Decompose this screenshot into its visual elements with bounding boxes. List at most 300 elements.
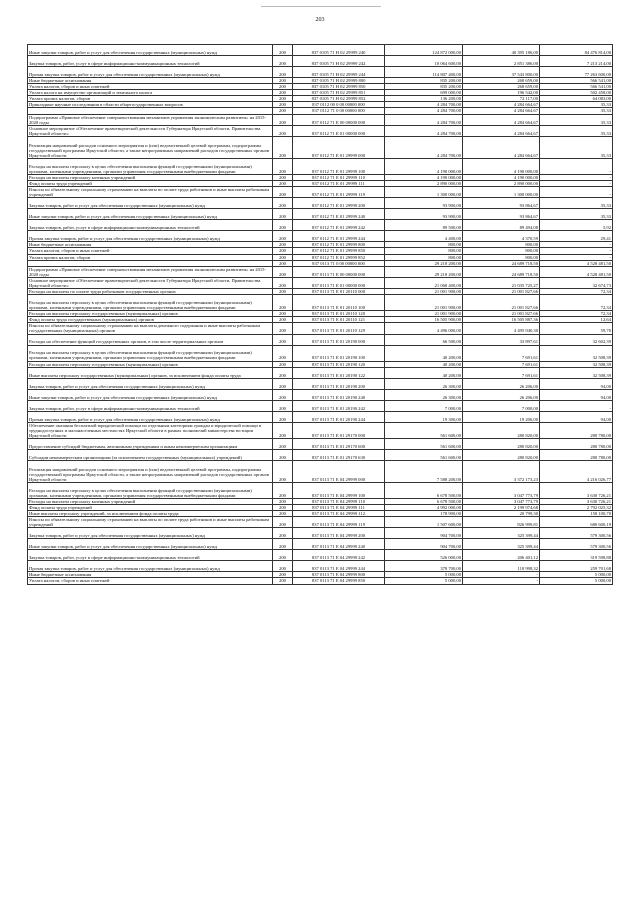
row-classification-code: 837 0113 71 Е 01 29170 630 — [293, 449, 385, 460]
row-description: Закупка товаров, работ и услуг для обеспечения государственных (муниципальных) нужд — [28, 528, 273, 539]
table-row — [28, 400, 613, 411]
row-description: Предоставление субсидий бюджетным, автономным учреждениям и иным некоммерческим организациям — [28, 438, 273, 449]
table-row — [28, 438, 613, 449]
row-classification-code: 837 0112 71 0 00 00000 000 — [293, 108, 385, 114]
row-description: Расходы на выплаты персоналу в целях обеспечения выполнения функций государственными (муниципальными) органами, казенными учреждениями, органами управления государственными внебюджетными фондами — [28, 158, 273, 174]
table-row — [28, 45, 613, 56]
row-approved-amount: 4 992 000,00 — [385, 505, 463, 511]
row-executed-amount: 21 001 827,66 — [463, 311, 540, 317]
row-classification-code: 837 0113 71 Е 01 20110 100 — [293, 295, 385, 311]
row-unexecuted-amount: 5 000,00 — [540, 578, 613, 584]
row-line-code: 200 — [273, 231, 293, 242]
row-line-code: 200 — [273, 550, 293, 561]
row-unexecuted-amount: 280 780,00 — [540, 438, 613, 449]
row-description: Реализация направлений расходов основного мероприятия и (или) ведомственной целевой программы, подпрограммы государственной программы Иркутской области, а также непрограммных направлений расходов государственных органов Иркутской области — [28, 136, 273, 158]
table-row — [28, 550, 613, 561]
table-row — [28, 102, 613, 108]
row-unexecuted-amount: 4 528 481,50 — [540, 260, 613, 266]
row-executed-amount: 72 117,00 — [463, 96, 540, 102]
row-unexecuted-amount: 29,41 — [540, 231, 613, 242]
row-classification-code: 837 0105 71 Н 02 29999 800 — [293, 78, 385, 84]
row-approved-amount: 800,00 — [385, 254, 463, 260]
row-description: Обеспечение оказания бесплатной юридической помощи по отдельным категориям граждан и юридической помощи в труднодоступных и малонаселенных местностях Иркутской области в рамках полномочий министерства юстиции Иркутской области — [28, 422, 273, 438]
row-description: Фонд оплаты труда учреждений — [28, 181, 273, 187]
row-approved-amount: 7 000,00 — [385, 400, 463, 411]
row-approved-amount: 7 588 200,00 — [385, 460, 463, 482]
row-line-code: 200 — [273, 482, 293, 498]
row-classification-code: 837 0113 71 Е 01 20110 120 — [293, 311, 385, 317]
row-description: Основное мероприятие «Обеспечение правотворческой деятельности Губернатора Иркутской области, Правительства Иркутской области» — [28, 277, 273, 288]
row-description: Подпрограмма «Правовое обеспечение совершенствования механизмов управления экономическим развитием» на 2015-2020 годы — [28, 114, 273, 125]
row-executed-amount: 21 001 827,66 — [463, 295, 540, 311]
table-row — [28, 460, 613, 482]
row-approved-amount: 66 500,00 — [385, 334, 463, 345]
row-executed-amount: 7 691,61 — [463, 367, 540, 378]
row-executed-amount: 800,00 — [463, 242, 540, 248]
row-classification-code: 837 0113 71 Е 01 20110 121 — [293, 317, 385, 323]
row-unexecuted-amount: 35,33 — [540, 102, 613, 108]
row-unexecuted-amount: 35,33 — [540, 125, 613, 136]
row-classification-code: 837 0112 71 Е 01 29999 111 — [293, 181, 385, 187]
row-approved-amount: 1 507 600,00 — [385, 517, 463, 528]
row-approved-amount: 800,00 — [385, 242, 463, 248]
table-row — [28, 220, 613, 231]
row-line-code: 200 — [273, 505, 293, 511]
row-approved-amount: 4 190 000,00 — [385, 158, 463, 174]
row-unexecuted-amount: 579 300,56 — [540, 528, 613, 539]
row-executed-amount: - — [463, 578, 540, 584]
row-executed-amount: 1 300 000,00 — [463, 187, 540, 198]
row-approved-amount: 40 200,00 — [385, 367, 463, 378]
row-approved-amount: 26 300,00 — [385, 378, 463, 389]
table-body — [28, 45, 613, 585]
table-row — [28, 361, 613, 367]
row-unexecuted-amount: 59,70 — [540, 323, 613, 334]
row-description: Уплата прочих налогов, сборов — [28, 254, 273, 260]
row-classification-code: 837 0112 71 Е 01 29999 850 — [293, 248, 385, 254]
row-description: Иные выплаты персоналу государственных (муниципальных) органов, за исключением фонда оплаты труда — [28, 367, 273, 378]
row-line-code: 200 — [273, 511, 293, 517]
row-unexecuted-amount: 35,33 — [540, 136, 613, 158]
row-executed-amount: 4 284 664,67 — [463, 108, 540, 114]
row-executed-amount: 4 284 664,67 — [463, 102, 540, 108]
row-approved-amount: 4 190 000,00 — [385, 174, 463, 180]
row-classification-code: 837 0113 71 0 00 00000 000 — [293, 260, 385, 266]
row-executed-amount: 4 284 664,67 — [463, 136, 540, 158]
row-classification-code: 837 0113 71 Е 01 29170 600 — [293, 438, 385, 449]
row-unexecuted-amount: 32 674,73 — [540, 277, 613, 288]
row-unexecuted-amount: 72,34 — [540, 289, 613, 295]
row-executed-amount: 7 000,00 — [463, 400, 540, 411]
row-unexecuted-amount: 3 630 726,21 — [540, 482, 613, 498]
row-classification-code: 837 0113 71 Е 00 00000 000 — [293, 266, 385, 277]
row-executed-amount: 4 495 940,30 — [463, 323, 540, 334]
row-unexecuted-amount: - — [540, 174, 613, 180]
row-approved-amount: 89 500,00 — [385, 220, 463, 231]
row-description: Расходы на выплаты персоналу государственных (муниципальных) органов — [28, 311, 273, 317]
row-unexecuted-amount: 12,64 — [540, 317, 613, 323]
table-row — [28, 198, 613, 209]
row-unexecuted-amount: 158 100,70 — [540, 511, 613, 517]
row-line-code: 200 — [273, 181, 293, 187]
row-description: Расходы на выплаты персоналу в целях обеспечения выполнения функций государственными (муниципальными) органами, казенными учреждениями, органами управления государственными внебюджетными фондами — [28, 482, 273, 498]
row-line-code: 200 — [273, 220, 293, 231]
row-line-code: 200 — [273, 411, 293, 422]
row-approved-amount: 1 300 000,00 — [385, 187, 463, 198]
row-line-code: 200 — [273, 209, 293, 220]
row-description: Расходы на выплаты персоналу в целях обеспечения выполнения функций государственными (муниципальными) органами, казенными учреждениями, органами управления государственными внебюджетными фондами — [28, 345, 273, 361]
table-row — [28, 114, 613, 125]
row-executed-amount: 16 505 887,36 — [463, 317, 540, 323]
row-line-code: 200 — [273, 260, 293, 266]
row-approved-amount: 29 218 200,00 — [385, 266, 463, 277]
row-approved-amount: 835 200,00 — [385, 84, 463, 90]
row-description: Закупка товаров, работ, услуг в сфере информационно-коммуникационных технологий — [28, 56, 273, 67]
row-classification-code: 837 0113 71 Е 01 20190 122 — [293, 367, 385, 378]
row-classification-code: 837 0113 71 Е 01 20190 200 — [293, 378, 385, 389]
row-classification-code: 837 0105 71 Н 02 29999 242 — [293, 56, 385, 67]
table-row — [28, 266, 613, 277]
row-classification-code: 837 0113 71 Е 01 20190 240 — [293, 389, 385, 400]
row-approved-amount: 561 600,00 — [385, 449, 463, 460]
row-approved-amount: 4 284 700,00 — [385, 108, 463, 114]
row-executed-amount: 4 284 664,67 — [463, 114, 540, 125]
row-description: Иные выплаты персоналу учреждений, за исключением фонда оплаты труда — [28, 511, 273, 517]
row-unexecuted-amount: 259 701,68 — [540, 561, 613, 572]
row-classification-code: 837 0113 71 Е 01 00000 000 — [293, 277, 385, 288]
row-executed-amount: 4 284 664,67 — [463, 125, 540, 136]
row-executed-amount: 2 890 000,00 — [463, 181, 540, 187]
row-executed-amount: 93 864,67 — [463, 209, 540, 220]
table-row — [28, 411, 613, 422]
row-classification-code: 837 0112 71 Е 01 29999 852 — [293, 254, 385, 260]
table-row — [28, 378, 613, 389]
row-classification-code: 837 0105 71 Н 02 29999 244 — [293, 67, 385, 78]
row-classification-code: 837 0113 71 Е 01 20110 129 — [293, 323, 385, 334]
row-unexecuted-amount: 566 541,00 — [540, 78, 613, 84]
row-description: Закупка товаров, работ, услуг в сфере информационно-коммуникационных технологий — [28, 550, 273, 561]
row-description: Закупка товаров, работ и услуг для обеспечения государственных (муниципальных) нужд — [28, 198, 273, 209]
row-unexecuted-amount: - — [540, 187, 613, 198]
row-executed-amount: 21 001 827,66 — [463, 289, 540, 295]
row-classification-code: 837 0112 71 Е 01 00000 000 — [293, 125, 385, 136]
row-line-code: 200 — [273, 254, 293, 260]
row-classification-code: 837 0113 71 Е 01 20190 100 — [293, 345, 385, 361]
row-classification-code: 837 0113 71 Е 01 20110 000 — [293, 289, 385, 295]
row-description: Фонд оплаты труда государственных (муниципальных) органов — [28, 317, 273, 323]
scan-artifact-line — [261, 6, 381, 7]
row-description: Прочая закупка товаров, работ и услуг для обеспечения государственных (муниципальных) нужд — [28, 231, 273, 242]
row-approved-amount: 800,00 — [385, 248, 463, 254]
row-description: Прочая закупка товаров, работ и услуг для обеспечения государственных (муниципальных) нужд — [28, 561, 273, 572]
row-classification-code: 837 0112 71 Е 00 00000 000 — [293, 114, 385, 125]
row-classification-code: 837 0113 71 Е 04 29999 100 — [293, 482, 385, 498]
row-executed-amount: 2 199 974,68 — [463, 505, 540, 511]
row-unexecuted-amount: - — [540, 181, 613, 187]
row-line-code: 200 — [273, 136, 293, 158]
row-unexecuted-amount: 280 780,00 — [540, 449, 613, 460]
row-executed-amount: 800,00 — [463, 248, 540, 254]
row-description: Расходы на выплаты персоналу в целях обеспечения выполнения функций государственными (муниципальными) органами, казенными учреждениями, органами управления государственными внебюджетными фондами — [28, 295, 273, 311]
table-row — [28, 539, 613, 550]
table-row — [28, 56, 613, 67]
row-classification-code: 837 0112 71 Е 01 29999 244 — [293, 231, 385, 242]
table-row — [28, 449, 613, 460]
row-classification-code: 837 0112 71 Е 01 29999 242 — [293, 220, 385, 231]
row-unexecuted-amount: 579 300,56 — [540, 539, 613, 550]
row-executed-amount: 280 820,00 — [463, 449, 540, 460]
row-approved-amount: 4 496 000,00 — [385, 323, 463, 334]
row-line-code: 200 — [273, 345, 293, 361]
row-executed-amount: 33 897,61 — [463, 334, 540, 345]
row-line-code: 200 — [273, 45, 293, 56]
row-description: Уплата налогов, сборов и иных платежей — [28, 248, 273, 254]
row-line-code: 200 — [273, 108, 293, 114]
row-classification-code: 837 0113 71 Е 01 20190 242 — [293, 400, 385, 411]
row-executed-amount: 7 691,61 — [463, 361, 540, 367]
row-approved-amount: 4 400,00 — [385, 231, 463, 242]
row-line-code: 200 — [273, 460, 293, 482]
row-executed-amount: 268 659,00 — [463, 84, 540, 90]
table-row — [28, 517, 613, 528]
row-classification-code: 837 0113 71 Е 04 29999 119 — [293, 517, 385, 528]
row-approved-amount: 4 284 700,00 — [385, 102, 463, 108]
row-description: Прочая закупка товаров, работ и услуг для обеспечения государственных (муниципальных) нужд — [28, 411, 273, 422]
row-classification-code: 837 0112 71 Е 01 29999 800 — [293, 242, 385, 248]
row-line-code: 200 — [273, 158, 293, 174]
row-executed-amount: - — [463, 572, 540, 578]
row-executed-amount: 93 864,67 — [463, 198, 540, 209]
row-unexecuted-amount: 7 213 214,00 — [540, 56, 613, 67]
row-executed-amount: 89 494,08 — [463, 220, 540, 231]
row-unexecuted-amount: 64 083,00 — [540, 96, 613, 102]
row-classification-code: 837 0105 71 Н 02 29999 240 — [293, 45, 385, 56]
row-approved-amount: 40 200,00 — [385, 345, 463, 361]
table-row — [28, 231, 613, 242]
row-line-code: 200 — [273, 67, 293, 78]
row-classification-code: 837 0112 00 0 00 00000 000 — [293, 102, 385, 108]
row-classification-code: 837 0113 71 Е 04 29999 112 — [293, 511, 385, 517]
row-description: Фонд оплаты труда учреждений — [28, 505, 273, 511]
table-row — [28, 295, 613, 311]
row-line-code: 200 — [273, 561, 293, 572]
row-approved-amount: 40 200,00 — [385, 361, 463, 367]
row-approved-amount: 2 890 000,00 — [385, 181, 463, 187]
row-line-code: 200 — [273, 56, 293, 67]
row-approved-amount: 561 600,00 — [385, 422, 463, 438]
row-executed-amount: 826 999,81 — [463, 517, 540, 528]
table-row — [28, 561, 613, 572]
row-unexecuted-amount: 502 458,00 — [540, 90, 613, 96]
row-executed-amount: 800,00 — [463, 254, 540, 260]
row-unexecuted-amount: 72,34 — [540, 311, 613, 317]
row-description: Прочая закупка товаров, работ и услуг для обеспечения государственных (муниципальных) нужд — [28, 67, 273, 78]
row-line-code: 200 — [273, 248, 293, 254]
row-executed-amount: 20 799,30 — [463, 511, 540, 517]
row-unexecuted-amount: 319 598,88 — [540, 550, 613, 561]
row-description: Иные закупки товаров, работ и услуг для обеспечения государственных (муниципальных) нужд — [28, 209, 273, 220]
table-row — [28, 187, 613, 198]
row-executed-amount: 3 047 773,79 — [463, 498, 540, 504]
row-description: Иные бюджетные ассигнования — [28, 78, 273, 84]
row-executed-amount: 21 035 725,27 — [463, 277, 540, 288]
row-executed-amount: 280 820,00 — [463, 438, 540, 449]
row-approved-amount: 19 300,00 — [385, 411, 463, 422]
table-row — [28, 158, 613, 174]
row-classification-code: 837 0112 71 Е 01 29999 000 — [293, 136, 385, 158]
row-unexecuted-amount: 32 602,39 — [540, 334, 613, 345]
row-unexecuted-amount: 280 780,00 — [540, 422, 613, 438]
table-row — [28, 528, 613, 539]
row-unexecuted-amount: 4 216 026,77 — [540, 460, 613, 482]
row-description: Уплата налога на имущество организаций и земельного налога — [28, 90, 273, 96]
row-unexecuted-amount: 680 600,19 — [540, 517, 613, 528]
table-row — [28, 367, 613, 378]
row-line-code: 200 — [273, 498, 293, 504]
row-unexecuted-amount: 5,92 — [540, 220, 613, 231]
row-classification-code: 837 0112 71 Е 01 29999 110 — [293, 174, 385, 180]
row-classification-code: 837 0113 71 Е 04 29999 242 — [293, 550, 385, 561]
table-row — [28, 289, 613, 295]
row-description: Основное мероприятие «Обеспечение правотворческой деятельности Губернатора Иркутской области, Правительства Иркутской области» — [28, 125, 273, 136]
table-row — [28, 136, 613, 158]
row-classification-code: 837 0112 71 Е 01 29999 240 — [293, 209, 385, 220]
row-classification-code: 837 0113 71 Е 04 29999 200 — [293, 528, 385, 539]
row-executed-amount: 4 190 000,00 — [463, 174, 540, 180]
row-description: Взносы по обязательному социальному страхованию на выплаты денежного содержания и иные выплаты работникам государственных (муниципальных) органов — [28, 323, 273, 334]
row-description: Реализация направлений расходов основного мероприятия и (или) ведомственной целевой программы, подпрограммы государственной программы Иркутской области, а также непрограммных направлений расходов государственных органов Иркутской области — [28, 460, 273, 482]
row-unexecuted-amount: 5 000,00 — [540, 572, 613, 578]
row-line-code: 200 — [273, 378, 293, 389]
row-unexecuted-amount: 32 508,39 — [540, 345, 613, 361]
row-classification-code: 837 0113 71 Е 04 29999 111 — [293, 505, 385, 511]
table-row — [28, 174, 613, 180]
table-row — [28, 323, 613, 334]
row-approved-amount: 835 200,00 — [385, 78, 463, 84]
row-line-code: 200 — [273, 114, 293, 125]
row-approved-amount: 136 200,00 — [385, 96, 463, 102]
row-line-code: 200 — [273, 174, 293, 180]
row-unexecuted-amount: 94,00 — [540, 378, 613, 389]
row-line-code: 200 — [273, 323, 293, 334]
row-executed-amount: 325 399,44 — [463, 528, 540, 539]
row-line-code: 200 — [273, 449, 293, 460]
row-description: Закупка товаров, работ, услуг в сфере информационно-коммуникационных технологий — [28, 220, 273, 231]
row-classification-code: 837 0113 71 Е 04 29999 000 — [293, 460, 385, 482]
row-unexecuted-amount: - — [540, 400, 613, 411]
row-line-code: 200 — [273, 572, 293, 578]
row-approved-amount: 4 284 700,00 — [385, 136, 463, 158]
row-line-code: 200 — [273, 125, 293, 136]
row-description: Расходы на выплаты персоналу государственных (муниципальных) органов — [28, 361, 273, 367]
row-line-code: 200 — [273, 242, 293, 248]
row-unexecuted-amount: 94,00 — [540, 411, 613, 422]
table-row — [28, 125, 613, 136]
row-description: Иные закупки товаров, работ и услуг для обеспечения государственных (муниципальных) нужд — [28, 539, 273, 550]
row-classification-code: 837 0105 71 Н 02 29999 852 — [293, 96, 385, 102]
row-description: Закупка товаров, работ, услуг в сфере информационно-коммуникационных технологий — [28, 400, 273, 411]
table-row — [28, 422, 613, 438]
row-line-code: 200 — [273, 317, 293, 323]
row-classification-code: 837 0112 71 Е 01 29999 200 — [293, 198, 385, 209]
row-description: Расходы на выплаты по оплате труда работников государственных органов — [28, 289, 273, 295]
row-unexecuted-amount: 94,00 — [540, 389, 613, 400]
row-executed-amount: 24 689 718,50 — [463, 260, 540, 266]
row-classification-code: 837 0113 71 Е 04 29999 850 — [293, 578, 385, 584]
row-line-code: 200 — [273, 277, 293, 288]
row-unexecuted-amount: 32 508,39 — [540, 367, 613, 378]
row-line-code: 200 — [273, 334, 293, 345]
row-classification-code: 837 0112 71 Е 01 29999 100 — [293, 158, 385, 174]
row-description: Субсидии некоммерческим организациям (за исключением государственных (муниципальных) учреждений) — [28, 449, 273, 460]
row-classification-code: 837 0113 71 Е 01 20190 000 — [293, 334, 385, 345]
row-approved-amount: 26 300,00 — [385, 389, 463, 400]
row-unexecuted-amount: 2 792 025,32 — [540, 505, 613, 511]
row-approved-amount: 21 001 900,00 — [385, 289, 463, 295]
row-classification-code: 837 0113 71 Е 01 20190 120 — [293, 361, 385, 367]
row-approved-amount: 904 700,00 — [385, 539, 463, 550]
row-description: Иные бюджетные ассигнования — [28, 242, 273, 248]
table-row — [28, 209, 613, 220]
row-description: Прикладные научные исследования в области общегосударственных вопросов — [28, 102, 273, 108]
table-row — [28, 277, 613, 288]
row-executed-amount: 206 401,12 — [463, 550, 540, 561]
row-approved-amount: 4 284 700,00 — [385, 125, 463, 136]
row-executed-amount: 196 542,00 — [463, 90, 540, 96]
row-approved-amount: 526 000,00 — [385, 550, 463, 561]
row-classification-code: 837 0112 71 Е 01 29999 119 — [293, 187, 385, 198]
table-row — [28, 311, 613, 317]
row-classification-code: 837 0105 71 Н 02 29999 851 — [293, 90, 385, 96]
row-executed-amount: 24 689 718,50 — [463, 266, 540, 277]
row-description: Взносы по обязательному социальному страхованию на выплаты по оплате труда работников и иные выплаты работникам учреждений — [28, 187, 273, 198]
row-description: Расходы на выплаты персоналу казенных учреждений — [28, 498, 273, 504]
row-approved-amount: 561 600,00 — [385, 438, 463, 449]
row-classification-code: 837 0105 71 Н 02 29999 850 — [293, 84, 385, 90]
table-row — [28, 511, 613, 517]
row-executed-amount: 19 206,00 — [463, 411, 540, 422]
row-description: Иные закупки товаров, работ и услуг для обеспечения государственных (муниципальных) нужд — [28, 389, 273, 400]
row-unexecuted-amount: 84 476 814,00 — [540, 45, 613, 56]
row-line-code: 200 — [273, 295, 293, 311]
row-approved-amount: 16 505 900,00 — [385, 317, 463, 323]
table-row — [28, 482, 613, 498]
row-line-code: 200 — [273, 84, 293, 90]
row-line-code: 200 — [273, 578, 293, 584]
row-unexecuted-amount: - — [540, 242, 613, 248]
row-classification-code: 837 0113 71 Е 04 29999 240 — [293, 539, 385, 550]
table-row — [28, 578, 613, 584]
row-approved-amount: 93 900,00 — [385, 209, 463, 220]
row-line-code: 200 — [273, 90, 293, 96]
row-approved-amount: 904 700,00 — [385, 528, 463, 539]
row-executed-amount: 40 395 186,00 — [463, 45, 540, 56]
row-executed-amount: 7 691,61 — [463, 345, 540, 361]
row-approved-amount: 6 678 500,00 — [385, 498, 463, 504]
row-unexecuted-amount: 77 263 600,00 — [540, 67, 613, 78]
row-description: Иные бюджетные ассигнования — [28, 572, 273, 578]
row-description: Иные закупки товаров, работ и услуг для обеспечения государственных (муниципальных) нужд — [28, 45, 273, 56]
row-line-code: 200 — [273, 367, 293, 378]
row-executed-amount: 280 820,00 — [463, 422, 540, 438]
table-row — [28, 498, 613, 504]
row-executed-amount: 4 190 000,00 — [463, 158, 540, 174]
row-approved-amount: 178 900,00 — [385, 511, 463, 517]
row-executed-amount: 26 206,00 — [463, 378, 540, 389]
row-unexecuted-amount: 35,33 — [540, 108, 613, 114]
row-unexecuted-amount: 35,33 — [540, 209, 613, 220]
row-executed-amount: 26 206,00 — [463, 389, 540, 400]
